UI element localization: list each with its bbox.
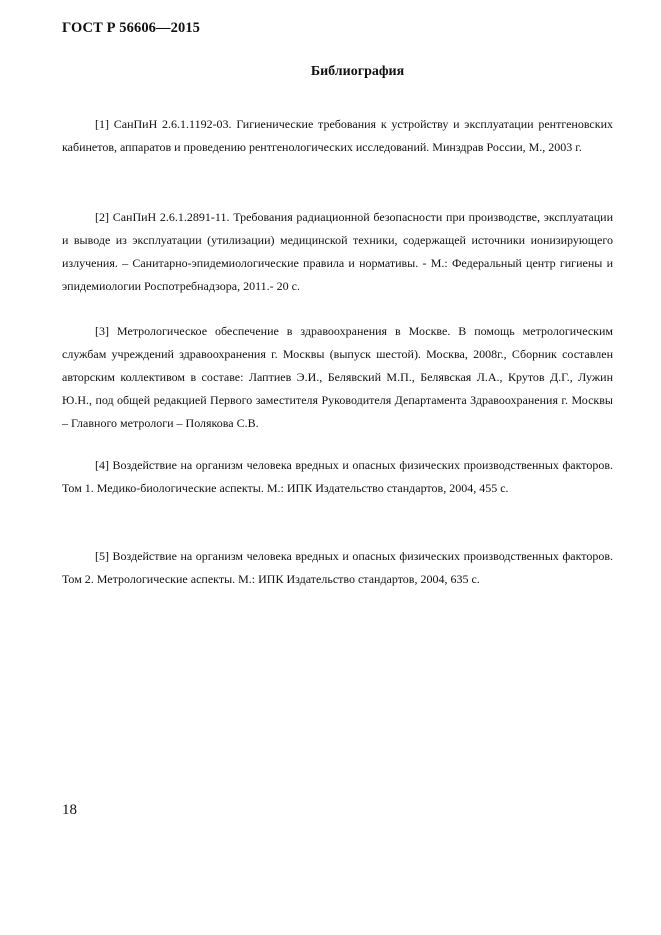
document-standard-header: ГОСТ Р 56606—2015: [62, 20, 201, 36]
reference-item-3: [3] Метрологическое обеспечение в здравоохранения в Москве. В помощь метрологическим службам учреждений здравоохранения г. Москвы (выпуск шестой). Москва, 2008г., Сборник составлен авторским коллективом в составе: Лаптиев Э.И., Белявский М.П., Белявская Л.А., Крутов Д.Г., Лужин Ю.Н., под общей редакцией Первого заместителя Руководителя Департамента Здравоохранения г. Москвы – Главного метрологи – Полякова С.В.: [62, 324, 613, 430]
page-number: 18: [62, 802, 77, 818]
reference-item-1: [1] СанПиН 2.6.1.1192-03. Гигиенические требования к устройству и эксплуатации рентгеновских кабинетов, аппаратов и проведению рентгенологических исследований. Минздрав России, М., 2003 г.: [62, 117, 613, 154]
bibliography-title: Библиография: [310, 64, 405, 79]
reference-item-5: [5] Воздействие на организм человека вредных и опасных физических производственных факторов. Том 2. Метрологические аспекты. М.: ИПК Издательство стандартов, 2004, 635 с.: [62, 549, 613, 586]
reference-item-4: [4] Воздействие на организм человека вредных и опасных физических производственных факторов. Том 1. Медико-биологические аспекты. М.: ИПК Издательство стандартов, 2004, 455 с.: [62, 458, 613, 495]
reference-item-2: [2] СанПиН 2.6.1.2891-11. Требования радиационной безопасности при производстве, эксплуатации и выводе из эксплуатации (утилизации) медицинской техники, содержащей источники ионизирующего излучения. – Санитарно-эпидемиологические правила и нормативы. - М.: Федеральный центр гигиены и эпидемиологии Роспотребнадзора, 2011.- 20 с.: [62, 210, 613, 293]
